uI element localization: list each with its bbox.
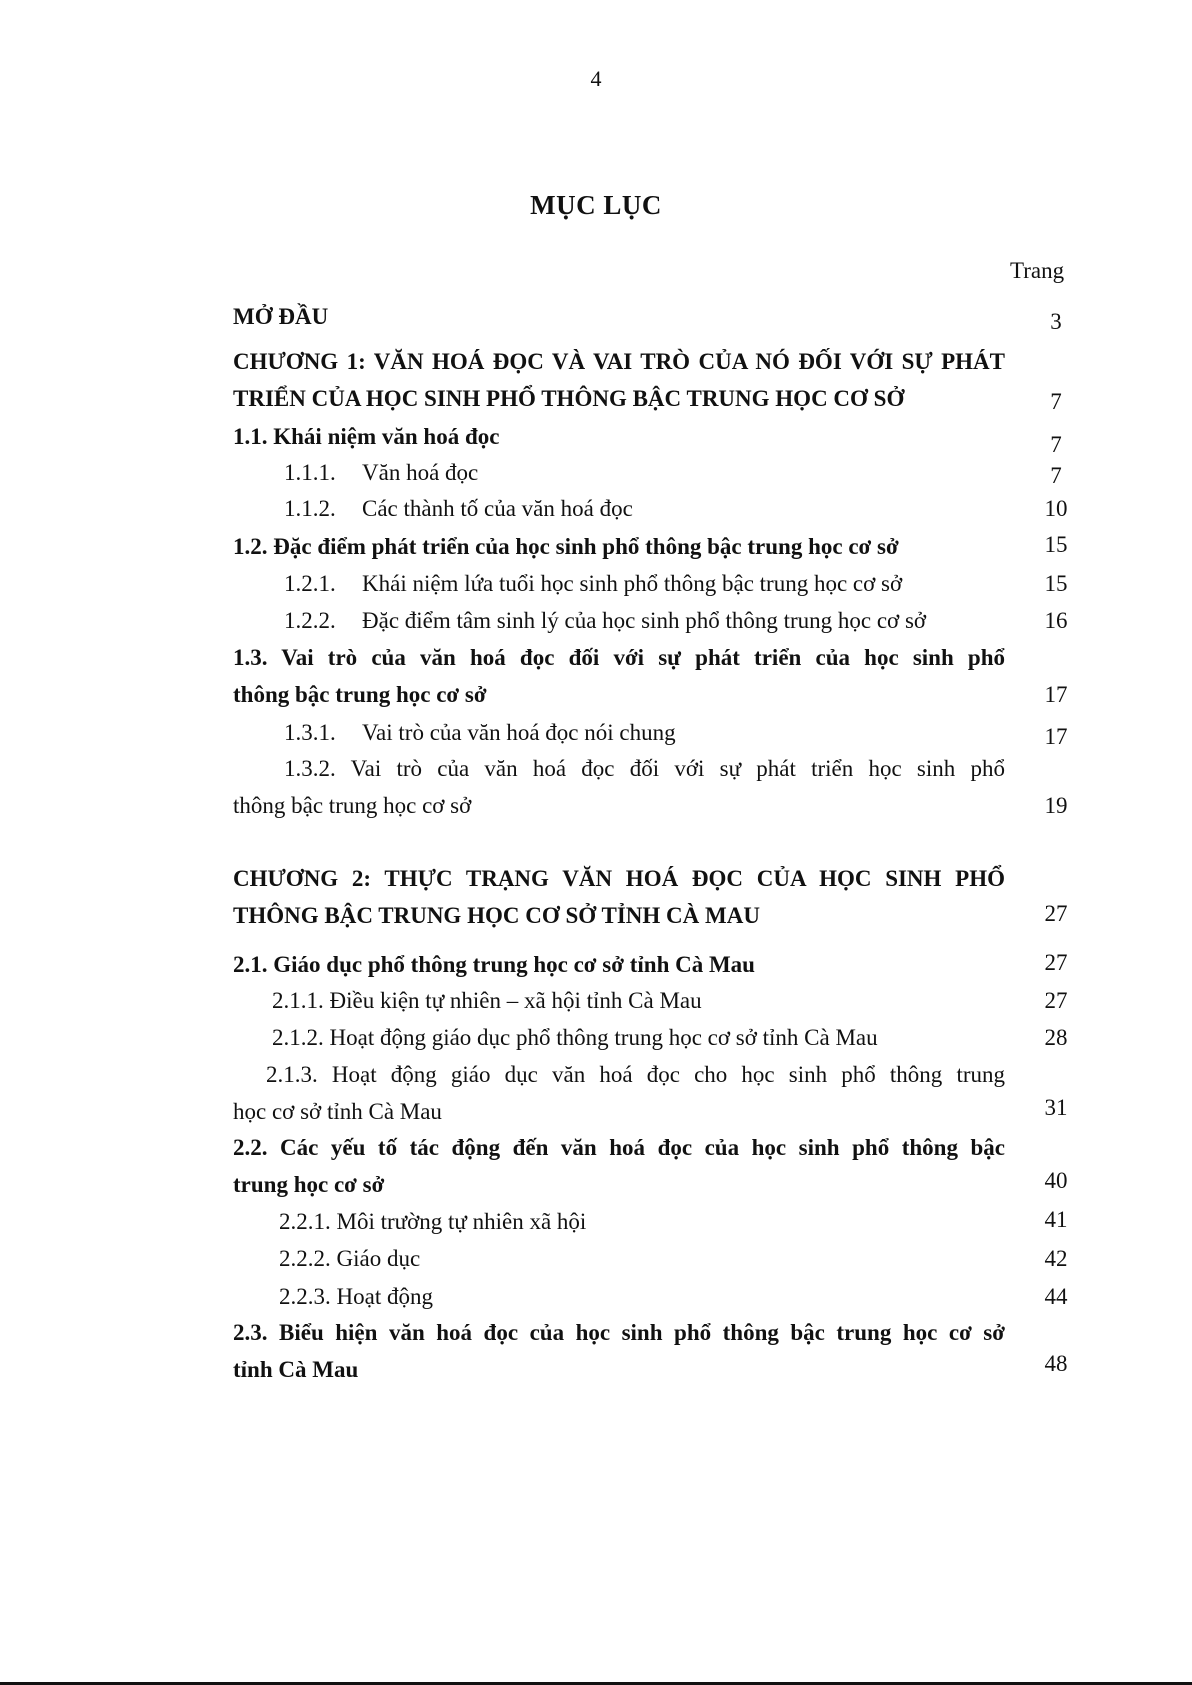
toc-entry-text: 1.2. Đặc điểm phát triển của học sinh phổ thông bậc trung học cơ sở: [233, 534, 899, 559]
toc-entry-text: Khái niệm lứa tuổi học sinh phổ thông bậc trung học cơ sở: [362, 571, 903, 596]
toc-entry-text: 2.2.2. Giáo dục: [279, 1246, 421, 1271]
toc-entry-2-3[interactable]: [233, 1318, 1008, 1392]
toc-entry-text: 2.2.3. Hoạt động: [279, 1284, 433, 1309]
toc-entry-text-line1: CHƯƠNG 2: THỰC TRẠNG VĂN HOÁ ĐỌC CỦA HỌC SINH PHỔ: [233, 866, 1005, 891]
toc-entry-page: 44: [1044, 1284, 1068, 1309]
toc-entry-page: 27: [1044, 901, 1068, 926]
toc-entry-1-2[interactable]: [233, 532, 1008, 562]
toc-entry-page: 42: [1044, 1246, 1068, 1271]
toc-entry-text: 2.1.2. Hoạt động giáo dục phổ thông trung học cơ sở tỉnh Cà Mau: [272, 1025, 878, 1050]
toc-entry-number: 1.1.1.: [284, 460, 336, 485]
toc-entry-mo-dau[interactable]: [233, 302, 1008, 332]
toc-entry-text: 1.1. Khái niệm văn hoá đọc: [233, 424, 500, 449]
toc-entry-text: MỞ ĐẦU: [233, 304, 329, 329]
toc-entry-page: 7: [1050, 463, 1062, 488]
toc-entry-2-1[interactable]: [233, 950, 1008, 980]
toc-entry-chapter-2[interactable]: [233, 864, 1008, 938]
toc-entry-2-2-1[interactable]: [279, 1207, 1054, 1237]
toc-entry-page: 27: [1044, 950, 1068, 975]
toc-entry-text: Các thành tố của văn hoá đọc: [362, 496, 633, 521]
toc-entry-page: 17: [1044, 682, 1068, 707]
toc-entry-text-line1: CHƯƠNG 1: VĂN HOÁ ĐỌC VÀ VAI TRÒ CỦA NÓ ĐỐI VỚI SỰ PHÁT: [233, 349, 1005, 374]
toc-entry-text-line2: tỉnh Cà Mau: [233, 1357, 359, 1382]
toc-entry-1-3-2[interactable]: [233, 754, 1008, 828]
toc-entry-text-line1: 1.3.2. Vai trò của văn hoá đọc đối với sự phát triển học sinh phổ: [284, 756, 1005, 781]
toc-entry-2-2-3[interactable]: [279, 1282, 1054, 1312]
toc-entry-1-1-1[interactable]: [284, 458, 1059, 488]
toc-entry-1-2-1[interactable]: [284, 569, 1059, 599]
toc-entry-2-2[interactable]: [233, 1133, 1008, 1207]
toc-entry-page: 3: [1050, 309, 1062, 334]
toc-entry-chapter-1[interactable]: [233, 347, 1008, 421]
toc-entry-1-1[interactable]: [233, 422, 1008, 452]
toc-entry-page: 7: [1050, 389, 1062, 414]
toc-entry-text: Đặc điểm tâm sinh lý của học sinh phổ thông trung học cơ sở: [362, 608, 927, 633]
toc-entry-text-line1: 2.3. Biểu hiện văn hoá đọc của học sinh phổ thông bậc trung học cơ sở: [233, 1320, 1005, 1345]
page-number: 4: [590, 66, 602, 91]
toc-entry-text-line1: 2.1.3. Hoạt động giáo dục văn hoá đọc cho học sinh phổ thông trung: [266, 1062, 1005, 1087]
toc-entry-page: 15: [1044, 532, 1068, 557]
toc-entry-text: 2.2.1. Môi trường tự nhiên xã hội: [279, 1209, 587, 1234]
toc-entry-text-line2: trung học cơ sở: [233, 1172, 385, 1197]
toc-entry-page: 17: [1044, 724, 1068, 749]
toc-entry-text-line2: thông bậc trung học cơ sở: [233, 682, 487, 707]
toc-entry-1-2-2[interactable]: [284, 606, 1059, 636]
toc-entry-number: 1.1.2.: [284, 496, 336, 521]
toc-entry-text: 2.1.1. Điều kiện tự nhiên – xã hội tỉnh Cà Mau: [272, 988, 702, 1013]
toc-entry-page: 10: [1044, 496, 1068, 521]
toc-entry-page: 41: [1044, 1207, 1068, 1232]
toc-entry-text-line2: TRIỂN CỦA HỌC SINH PHỔ THÔNG BẬC TRUNG HỌC CƠ SỞ: [233, 386, 905, 411]
toc-entry-text-line1: 1.3. Vai trò của văn hoá đọc đối với sự phát triển của học sinh phổ: [233, 645, 1005, 670]
toc-entry-text-line2: THÔNG BẬC TRUNG HỌC CƠ SỞ TỈNH CÀ MAU: [233, 903, 760, 928]
toc-entry-number: 1.2.2.: [284, 608, 336, 633]
toc-entry-page: 27: [1044, 988, 1068, 1013]
toc-entry-text: Vai trò của văn hoá đọc nói chung: [362, 720, 676, 745]
toc-entry-text: Văn hoá đọc: [362, 460, 479, 485]
page-column-label: Trang: [1010, 258, 1065, 283]
toc-entry-page: 31: [1044, 1095, 1068, 1120]
page-title: MỤC LỤC: [530, 190, 662, 220]
toc-entry-1-1-2[interactable]: [284, 494, 1059, 524]
toc-entry-2-1-2[interactable]: [272, 1023, 1047, 1053]
toc-entry-number: 1.3.1.: [284, 720, 336, 745]
toc-entry-text-line2: học cơ sở tỉnh Cà Mau: [233, 1099, 442, 1124]
toc-entry-page: 40: [1044, 1168, 1068, 1193]
toc-entry-page: 19: [1044, 793, 1068, 818]
toc-entry-1-3-1[interactable]: [284, 718, 1059, 748]
toc-entry-page: 7: [1050, 432, 1062, 457]
toc-entry-page: 15: [1044, 571, 1068, 596]
toc-entry-number: 1.2.1.: [284, 571, 336, 596]
toc-entry-1-3[interactable]: [233, 643, 1008, 717]
toc-entry-page: 48: [1044, 1351, 1068, 1376]
toc-entry-text: 2.1. Giáo dục phổ thông trung học cơ sở tỉnh Cà Mau: [233, 952, 755, 977]
toc-entry-2-2-2[interactable]: [279, 1244, 1054, 1274]
toc-entry-text-line2: thông bậc trung học cơ sở: [233, 793, 472, 818]
toc-entry-page: 16: [1044, 608, 1068, 633]
toc-entry-text-line1: 2.2. Các yếu tố tác động đến văn hoá đọc của học sinh phổ thông bậc: [233, 1135, 1005, 1160]
toc-entry-page: 28: [1044, 1025, 1068, 1050]
toc-entry-2-1-3[interactable]: [233, 1060, 1008, 1134]
toc-entry-2-1-1[interactable]: [272, 986, 1047, 1016]
